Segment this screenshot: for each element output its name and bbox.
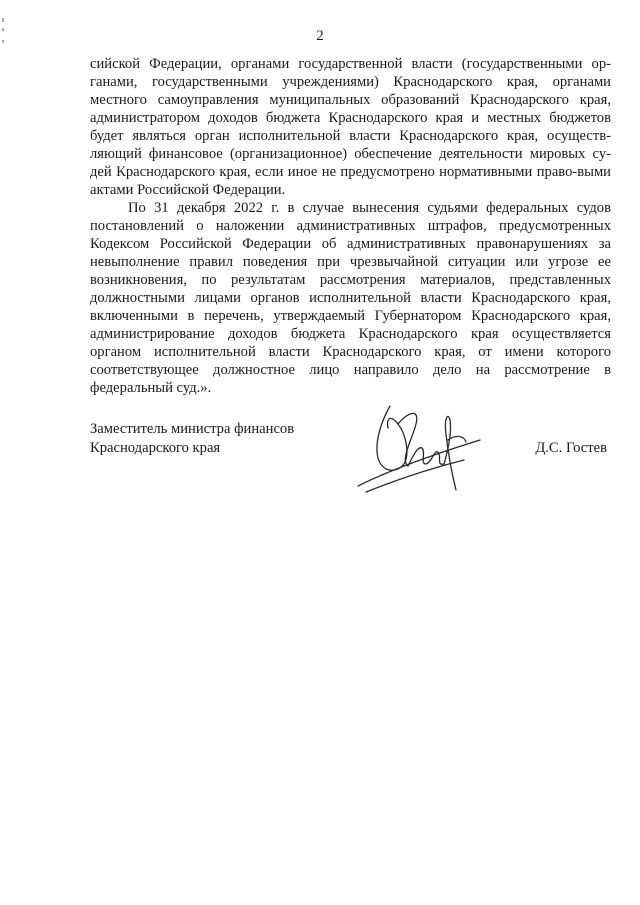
signature-block: [90, 420, 611, 510]
page-number: 2: [316, 28, 324, 44]
paragraph-continuation: сийской Федерации, органами государственной власти (государственными ор-ганами, государственными учреждениями) Краснодарского края, органами местного самоуправления муниципальных образований Краснодарского края, администратором доходов бюджета Краснодарского края и местных бюджетов будет являться орган исполнительной власти Краснодарского края, осуществ-ляющий финансовое (организационное) обеспечение деятельности мировых су-дей Краснодарского края, если иное не предусмотрено нормативными право-выми актами Российской Федерации.: [90, 56, 611, 198]
handwritten-signature: [352, 394, 492, 504]
paragraph-main: По 31 декабря 2022 г. в случае вынесения судьями федеральных судов постановлений о наложении административных штрафов, предусмотренных Кодексом Российской Федерации об административных правонарушениях за невыполнение правил поведения при чрезвычайной ситуации или угрозе ее возникновения, по результатам рассмотрения материалов, представленных должностными лицами органов исполнительной власти Краснодарского края, включенными в перечень, утверждаемый Губернатором Краснодарского края, администрирование доходов бюджета Краснодарского края осуществляется органом исполнительной власти Краснодарского края, от имени которого соответствующее должностное лицо направило дело на рассмотрение в федеральный суд.».: [90, 200, 611, 396]
signer-name: Д.С. Гостев: [535, 440, 607, 456]
signer-position-line-2: Краснодарского края: [90, 440, 221, 456]
signer-position: [90, 420, 294, 458]
document-body: [90, 55, 611, 397]
signer-position-line-1: Заместитель министра финансов: [90, 421, 295, 437]
